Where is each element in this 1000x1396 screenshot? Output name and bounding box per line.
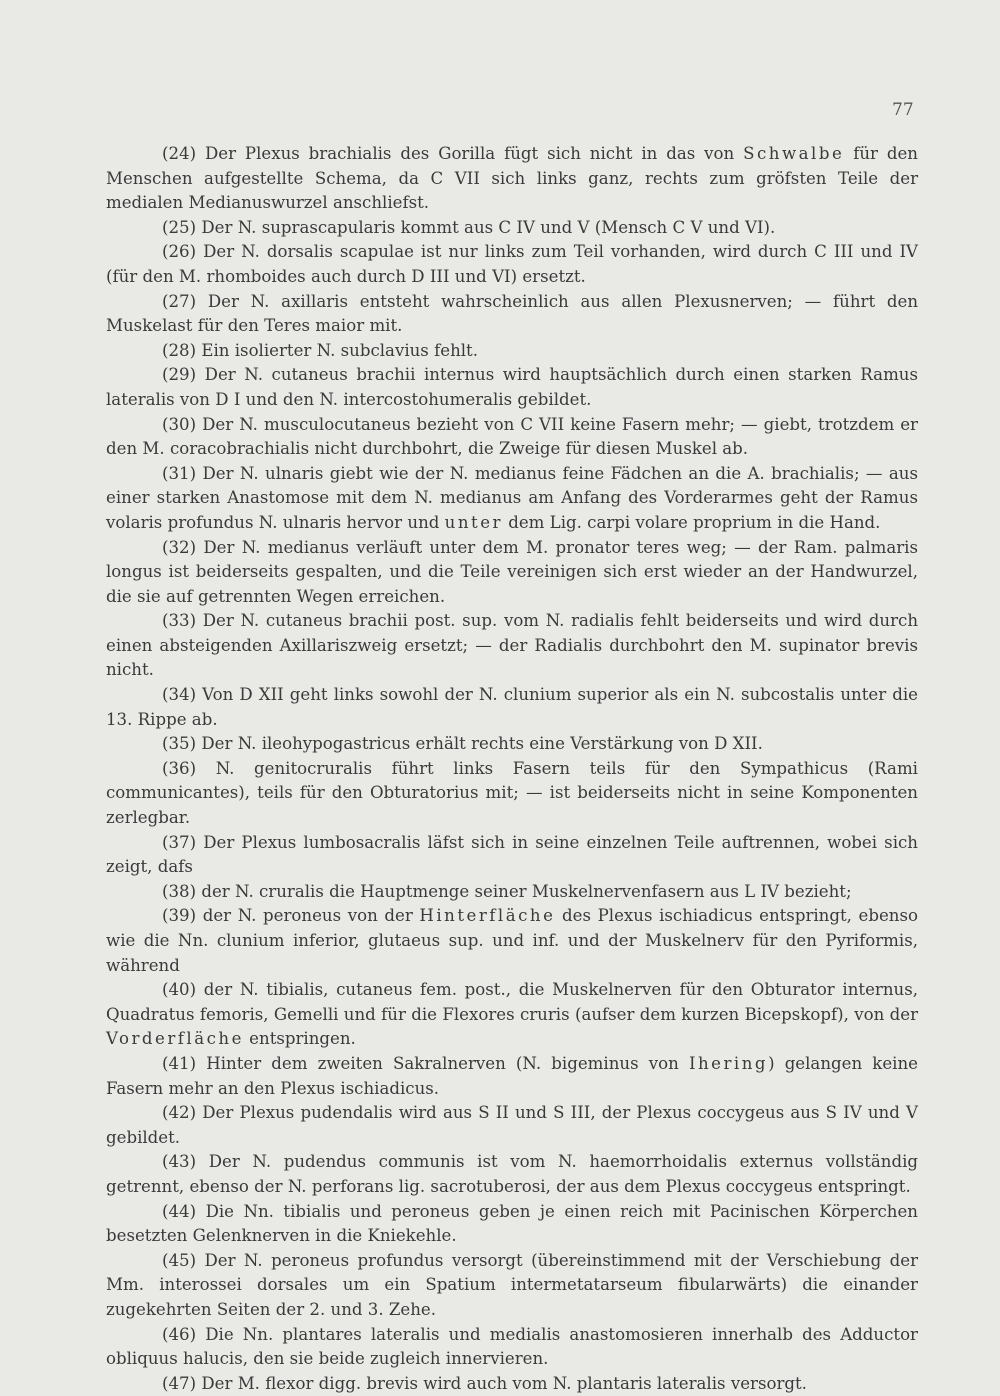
author-name-spaced: Schwalbe	[743, 144, 845, 163]
paragraph-number: (26)	[162, 242, 197, 262]
paragraph-34	[106, 683, 918, 732]
paragraph-text: Die Nn. tibialis und peroneus geben je einen reich mit Pacinischen Körperchen besetzten Gelenknerven in die Kniekehle.	[106, 1201, 918, 1246]
paragraph-text: des Plexus ischiadicus entspringt, ebenso wie die Nn. clunium inferior, glutaeus sup. und inf. und der Muskelnerv für den Pyriformis, während	[106, 906, 919, 975]
paragraph-33	[106, 609, 918, 683]
paragraph-text: Der N. axillaris entsteht wahrscheinlich aus allen Plexusnerven; — führt den Muskelast für den Teres maior mit.	[106, 291, 919, 336]
paragraph-27	[106, 290, 918, 339]
paragraph-text: für den Menschen aufgestellte Schema, da C VII sich links ganz, rechts zum gröfsten Teile der medialen Medianuswurzel anschliefst.	[106, 144, 918, 213]
paragraph-text: Der Plexus pudendalis wird aus S II und S III, der Plexus coccygeus aus S IV und V gebildet.	[106, 1103, 918, 1147]
paragraph-number: (34)	[162, 685, 197, 705]
paragraph-28	[106, 339, 918, 364]
paragraph-text: Der N. cutaneus brachii post. sup. vom N. radialis fehlt beiderseits und wird durch einen absteigenden Axillariszweig ersetzt; — der Radialis durchbohrt den M. supinator brevis nicht.	[106, 611, 919, 680]
paragraph-number: (28)	[162, 340, 197, 360]
paragraph-number: (33)	[162, 611, 197, 631]
page-number: 77	[892, 100, 914, 120]
paragraph-text: dem Lig. carpi volare proprium in die Hand.	[502, 512, 881, 532]
paragraph-35	[106, 732, 918, 757]
paragraph-text: der N. tibialis, cutaneus fem. post., die Muskelnerven für den Obturator internus, Quadratus femoris, Gemelli und für die Flexores cruris (aufser dem kurzen Bicepskopf), von der	[106, 980, 918, 1024]
paragraph-number: (25)	[162, 217, 197, 237]
paragraph-41	[106, 1052, 918, 1101]
paragraph-29	[106, 363, 918, 412]
paragraph-text: der N. cruralis die Hauptmenge seiner Muskelnervenfasern aus L IV bezieht;	[201, 881, 852, 901]
paragraph-text: Der Plexus lumbosacralis läfst sich in seine einzelnen Teile auftrennen, wobei sich zeigt, dafs	[106, 832, 918, 877]
emphasis-spaced: Hinterfläche	[419, 906, 556, 926]
paragraph-number: (29)	[162, 365, 197, 385]
paragraph-text: Der N. peroneus profundus versorgt (übereinstimmend mit der Verschiebung der Mm. interossei dorsales um ein Spatium intermetatarseum fibularwärts) die einander zugekehrten Seiten der 2. und 3. Zehe.	[106, 1250, 918, 1319]
author-name-spaced: Ihering	[688, 1053, 769, 1073]
paragraph-37	[106, 831, 918, 880]
emphasis-spaced: unter	[444, 512, 503, 532]
paragraph-number: (31)	[162, 463, 197, 483]
paragraph-number: (38)	[162, 881, 197, 901]
paragraph-text: N. genitocruralis führt links Fasern teils für den Sympathicus (Rami communicantes), teils für den Obturatorius mit; — ist beiderseits nicht in seine Komponenten zerlegbar.	[106, 758, 918, 828]
paragraph-26	[106, 240, 918, 289]
paragraph-text: Der N. medianus verläuft unter dem M. pronator teres weg; — der Ram. palmaris longus ist beiderseits gespalten, und die Teile vereinigen sich erst wieder an der Handwurzel, die sie auf getrennten Wegen erreichen.	[106, 537, 918, 606]
paragraph-text: Der N. musculocutaneus bezieht von C VII keine Fasern mehr; — giebt, trotzdem er den M. coracobrachialis nicht durchbohrt, die Zweige für diesen Muskel ab.	[106, 414, 918, 459]
paragraph-40	[106, 978, 918, 1052]
paragraph-number: (35)	[162, 734, 197, 754]
paragraph-text: Der N. pudendus communis ist vom N. haemorrhoidalis externus vollständig getrennt, ebenso der N. perforans lig. sacrotuberosi, der aus dem Plexus coccygeus entspringt.	[106, 1152, 918, 1196]
paragraph-text: entspringen.	[243, 1029, 356, 1049]
paragraph-44	[106, 1200, 918, 1249]
paragraph-number: (40)	[162, 980, 197, 1000]
paragraph-number: (30)	[162, 414, 197, 434]
paragraph-47	[106, 1372, 918, 1396]
paragraph-number: (46)	[162, 1324, 197, 1344]
paragraph-text: Ein isolierter N. subclavius fehlt.	[201, 340, 478, 360]
paragraph-31	[106, 462, 918, 536]
emphasis-spaced: Vorderfläche	[106, 1029, 244, 1049]
paragraph-number: (41)	[162, 1053, 197, 1073]
paragraph-number: (47)	[162, 1373, 197, 1393]
paragraph-number: (27)	[162, 291, 197, 311]
paragraph-text: Der M. flexor digg. brevis wird auch vom N. plantaris lateralis versorgt.	[201, 1373, 807, 1393]
paragraph-number: (24)	[162, 144, 197, 163]
paragraph-number: (44)	[162, 1201, 197, 1221]
paragraph-text: Die Nn. plantares lateralis und medialis anastomosieren innerhalb des Adductor obliquus halucis, den sie beide zugleich innervieren.	[106, 1324, 918, 1369]
paragraph-46	[106, 1323, 918, 1372]
paragraph-text: Der N. suprascapularis kommt aus C IV und V (Mensch C V und VI).	[201, 217, 776, 237]
paragraph-text: der N. peroneus von der	[202, 906, 420, 926]
paragraph-text: Der N. ulnaris giebt wie der N. medianus feine Fädchen an die A. brachialis; — aus einer starken Anastomose mit dem N. medianus am Anfang des Vorderarmes geht der Ramus volaris profundus N. ulnaris hervor und	[106, 463, 919, 532]
paragraph-42	[106, 1101, 918, 1150]
paragraph-number: (32)	[162, 537, 197, 557]
body-text	[106, 142, 918, 1396]
paragraph-36	[106, 757, 918, 831]
paragraph-text: Der Plexus brachialis des Gorilla fügt sich nicht in das von	[204, 144, 744, 163]
paragraph-38	[106, 880, 918, 905]
paragraph-number: (37)	[162, 832, 197, 852]
paragraph-number: (42)	[162, 1103, 197, 1123]
paragraph-25	[106, 216, 918, 241]
paragraph-text: Der N. ileohypogastricus erhält rechts eine Verstärkung von D XII.	[201, 734, 763, 754]
paragraph-24	[106, 142, 918, 216]
paragraph-text: Der N. dorsalis scapulae ist nur links zum Teil vorhanden, wird durch C III und IV (für den M. rhomboides auch durch D III und VI) ersetzt.	[106, 242, 918, 286]
paragraph-text: Von D XII geht links sowohl der N. clunium superior als ein N. subcostalis unter die 13. Rippe ab.	[106, 685, 918, 729]
paragraph-30	[106, 413, 918, 462]
paragraph-32	[106, 536, 918, 610]
paragraph-number: (39)	[162, 906, 197, 926]
paragraph-number: (36)	[162, 758, 197, 778]
paragraph-text: Hinter dem zweiten Sakralnerven (N. bigeminus von	[206, 1053, 689, 1073]
paragraph-39	[106, 904, 918, 978]
paragraph-number: (45)	[162, 1250, 197, 1270]
paragraph-43	[106, 1150, 918, 1199]
paragraph-45	[106, 1249, 918, 1323]
paragraph-text: Der N. cutaneus brachii internus wird hauptsächlich durch einen starken Ramus lateralis von D I und den N. intercostohumeralis gebildet.	[106, 365, 919, 409]
paragraph-number: (43)	[162, 1152, 197, 1172]
paragraph-text: ) gelangen keine Fasern mehr an den Plexus ischiadicus.	[106, 1053, 918, 1098]
